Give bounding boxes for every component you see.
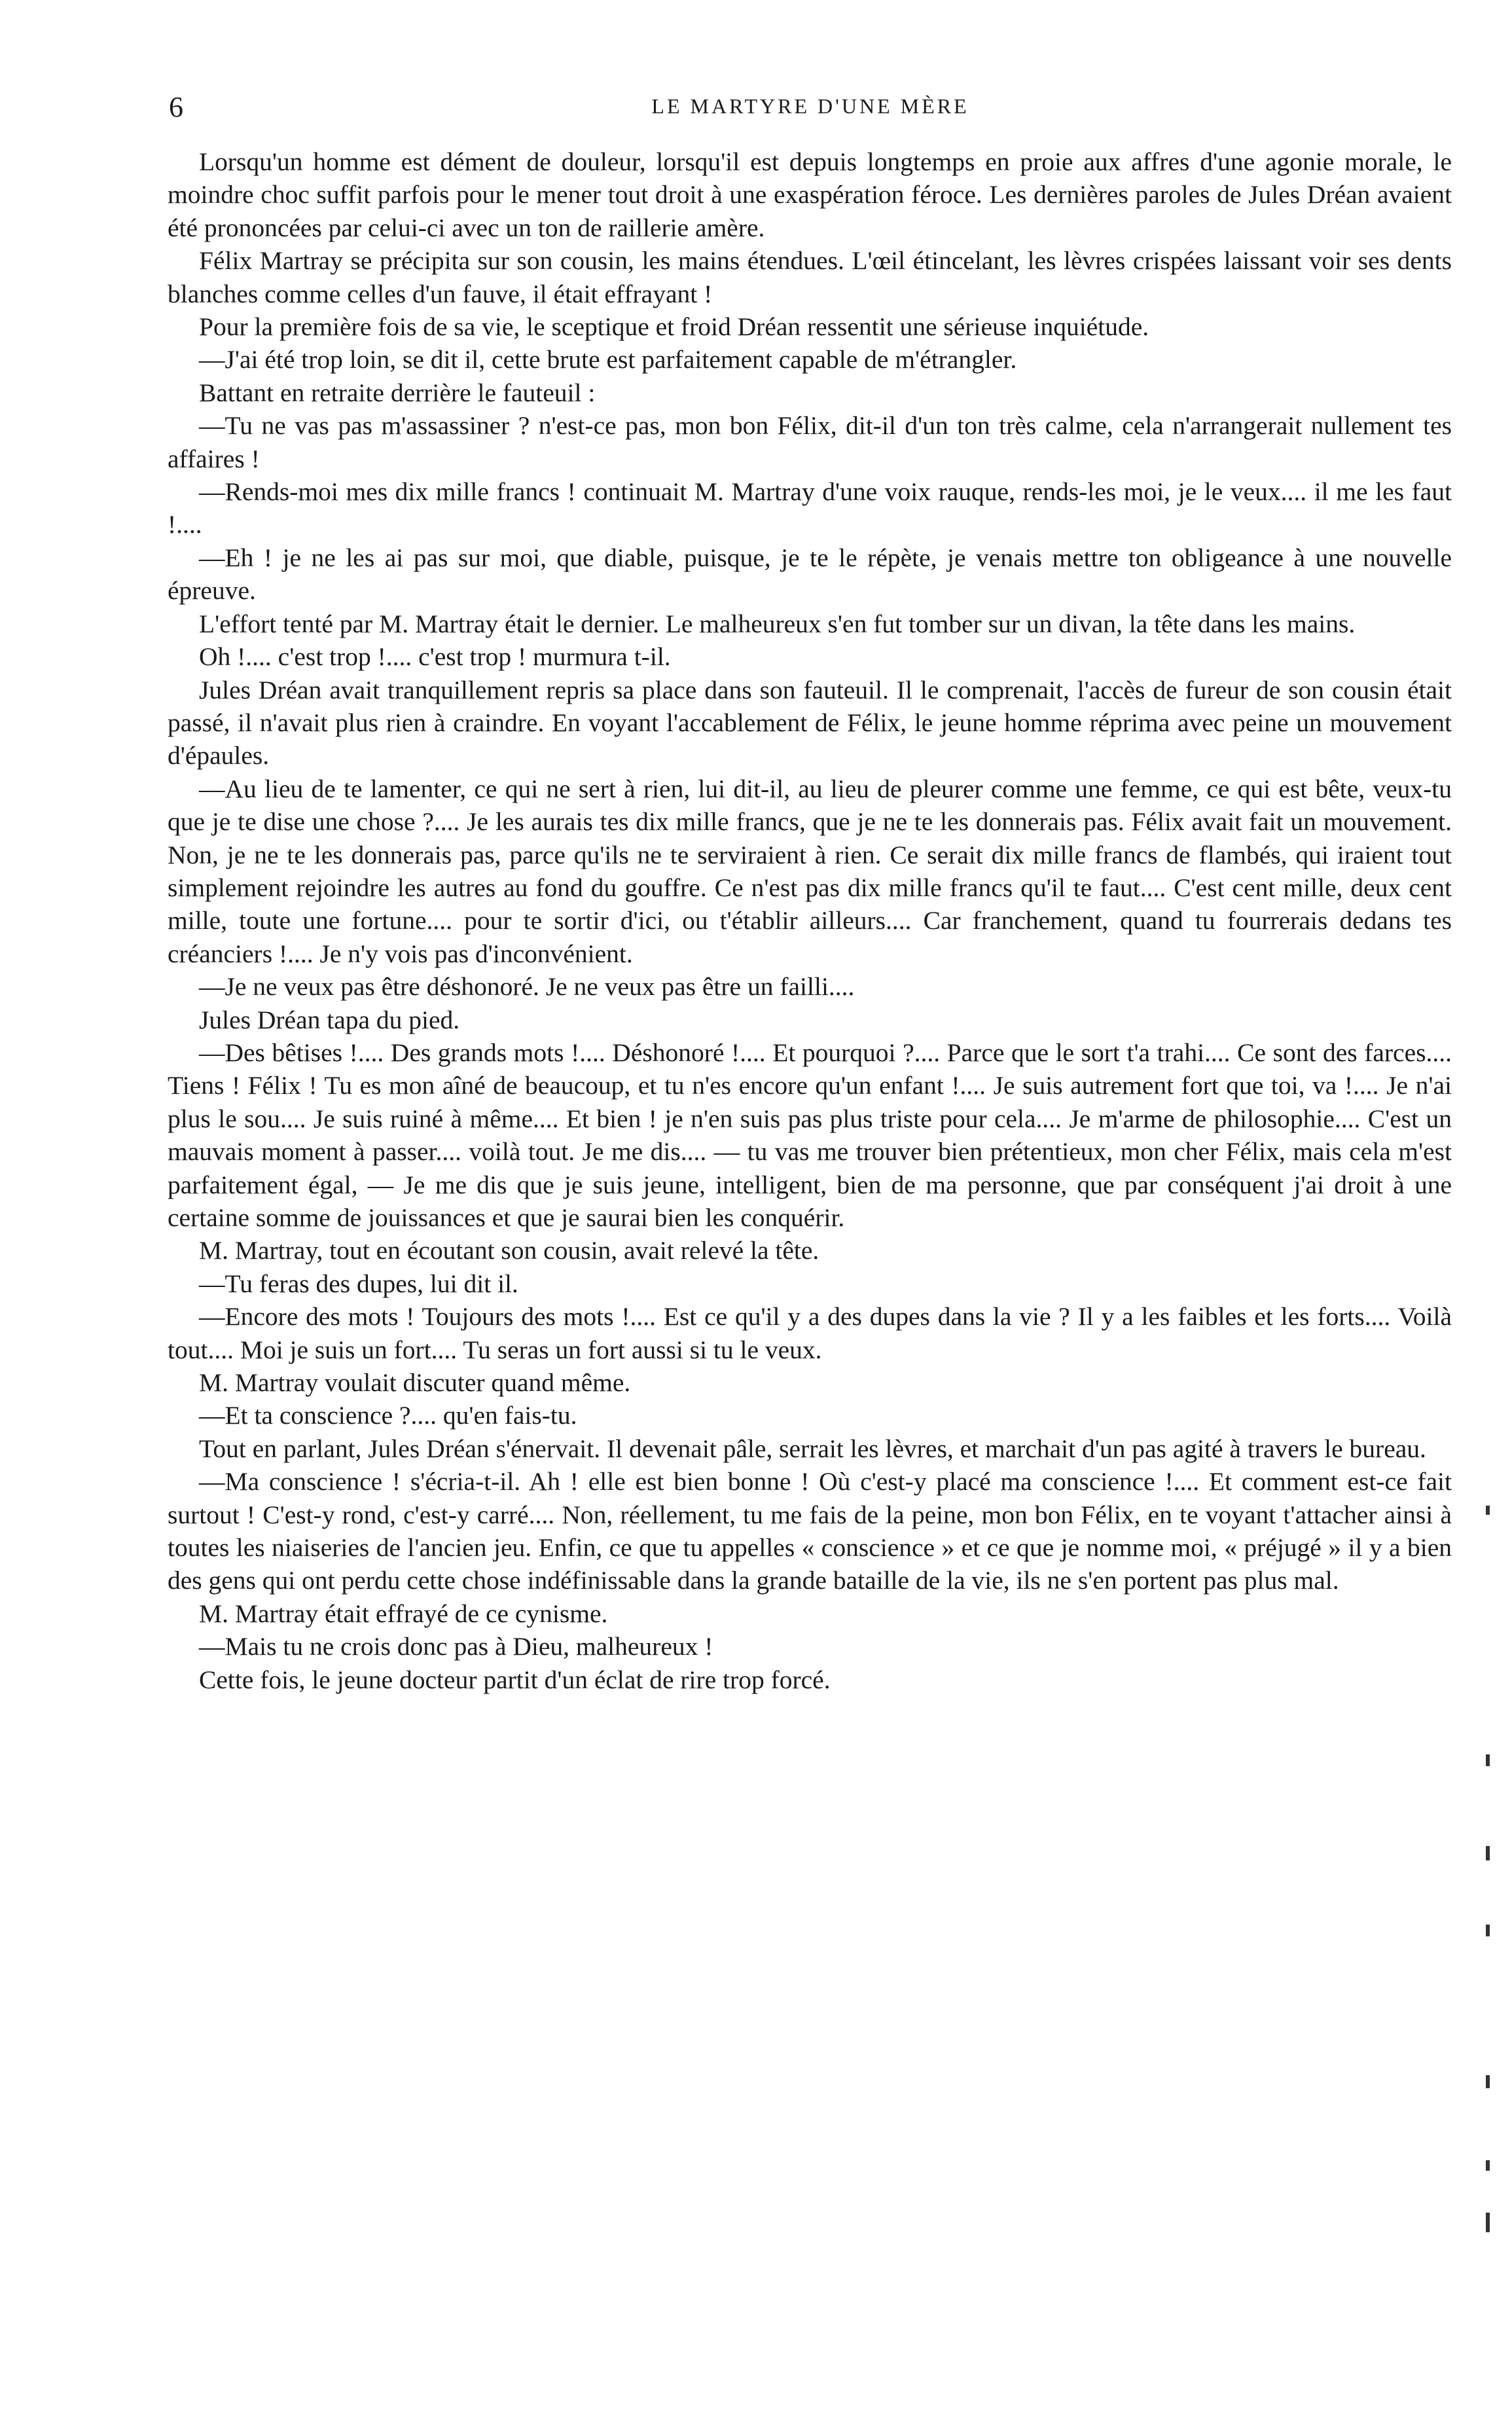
scan-mark [1486, 1846, 1490, 1860]
paragraph: Jules Dréan avait tranquillement repris sa place dans son fauteuil. Il le comprenait, l'accès de fureur de son cousin était passé, il n'avait plus rien à craindre. En voyant l'accablement de Félix, le jeune homme réprima avec peine un mouvement d'épaules. [168, 675, 1452, 770]
paragraph: —Mais tu ne crois donc pas à Dieu, malheureux ! [199, 1632, 713, 1661]
scan-mark [1486, 1506, 1490, 1515]
paragraph: L'effort tenté par M. Martray était le dernier. Le malheureux s'en fut tomber sur un divan, la tête dans les mains. [199, 609, 1356, 638]
scan-mark [1486, 2075, 1490, 2088]
paragraph: —Des bêtises !.... Des grands mots !.... Déshonoré !.... Et pourquoi ?.... Parce que le sort t'a trahi.... Ce sont des farces.... Tiens ! Félix ! Tu es mon aîné de beaucoup, et tu n'es encore qu'un enfant !.... Je suis autrement fort que toi, va !.... Je n'ai plus le sou.... Je suis ruiné à même.... Et bien ! je n'en suis pas plus triste pour cela.... Je m'arme de philosophie.... C'est un mauvais moment à passer.... voilà tout. Je me dis.... — tu vas me trouver bien prétentieux, mon cher Félix, mais cela m'est parfaitement égal, — Je me dis que je suis jeune, intelligent, bien de ma personne, que par conséquent j'ai droit à une certaine somme de jouissances et que je saurai bien les conquérir. [168, 1038, 1452, 1232]
page-header [169, 90, 1452, 130]
paragraph: Tout en parlant, Jules Dréan s'énervait. Il devenait pâle, serrait les lèvres, et marchait d'un pas agité à travers le bureau. [199, 1434, 1426, 1463]
paragraph: —Ma conscience ! s'écria-t-il. Ah ! elle est bien bonne ! Où c'est-y placé ma conscience !.... Et comment est-ce fait surtout ! C'est-y rond, c'est-y carré.... Non, réellement, tu me fais de la peine, mon bon Félix, en te voyant t'attacher ainsi à toutes les niaiseries de l'ancien jeu. Enfin, ce que tu appelles « conscience » et ce que je nomme moi, « préjugé » il y a bien des gens qui ont perdu cette chose indéfinissable dans la grande bataille de la vie, ils ne s'en portent pas plus mal. [168, 1467, 1452, 1595]
paragraph: Cette fois, le jeune docteur partit d'un éclat de rire trop forcé. [199, 1665, 831, 1694]
paragraph: Battant en retraite derrière le fauteuil : [199, 378, 596, 407]
paragraph: —Rends-moi mes dix mille francs ! continuait M. Martray d'une voix rauque, rends-les moi, je le veux.... il me les faut !.... [168, 477, 1452, 539]
margin-scan-marks [1486, 1506, 1505, 2357]
paragraph: —Encore des mots ! Toujours des mots !.... Est ce qu'il y a des dupes dans la vie ? Il y a les faibles et les forts.... Voilà tout.... Moi je suis un fort.... Tu seras un fort aussi si tu le veux. [168, 1302, 1452, 1364]
scan-mark [1486, 2213, 1490, 2232]
paragraph: —Au lieu de te lamenter, ce qui ne sert à rien, lui dit-il, au lieu de pleurer comme une femme, ce qui est bête, veux-tu que je te dise une chose ?.... Je les aurais tes dix mille francs, que je ne te les donnerais pas. Félix avait fait un mouvement. Non, je ne te les donnerais pas, parce qu'ils ne te serviraient à rien. Ce serait dix mille francs de flambés, qui iraient tout simplement rejoindre les autres au fond du gouffre. Ce n'est pas dix mille francs qu'il te faut.... C'est cent mille, deux cent mille, toute une fortune.... pour te sortir d'ici, ou t'établir ailleurs.... Car franchement, quand tu fourrerais dedans tes créanciers !.... Je n'y vois pas d'inconvénient. [168, 774, 1452, 968]
paragraph: M. Martray, tout en écoutant son cousin, avait relevé la tête. [199, 1236, 819, 1265]
paragraph: Oh !.... c'est trop !.... c'est trop ! murmura t-il. [199, 642, 671, 672]
paragraph: —Tu feras des dupes, lui dit il. [199, 1269, 518, 1298]
page-number: 6 [169, 91, 183, 123]
paragraph: M. Martray voulait discuter quand même. [199, 1368, 631, 1398]
paragraph: Pour la première fois de sa vie, le sceptique et froid Dréan ressentit une sérieuse inquiétude. [199, 312, 1149, 342]
body-text [168, 145, 1452, 1696]
paragraph: —Et ta conscience ?.... qu'en fais-tu. [199, 1401, 577, 1430]
paragraph: Lorsqu'un homme est dément de douleur, lorsqu'il est depuis longtemps en proie aux affres d'une agonie morale, le moindre choc suffit parfois pour le mener tout droit à une exaspération féroce. Les dernières paroles de Jules Dréan avaient été prononcées par celui-ci avec un ton de raillerie amère. [168, 147, 1452, 242]
paragraph: Jules Dréan tapa du pied. [199, 1005, 460, 1034]
running-title: LE MARTYRE D'UNE MÈRE [651, 94, 969, 118]
paragraph: M. Martray était effrayé de ce cynisme. [199, 1599, 608, 1628]
paragraph: —Eh ! je ne les ai pas sur moi, que diable, puisque, je te le répète, je venais mettre ton obligeance à une nouvelle épreuve. [168, 543, 1452, 606]
paragraph: —J'ai été trop loin, se dit il, cette brute est parfaitement capable de m'étrangler. [199, 345, 1017, 374]
scan-mark [1486, 1754, 1490, 1766]
paragraph: —Je ne veux pas être déshonoré. Je ne veux pas être un failli.... [199, 972, 855, 1002]
paragraph: —Tu ne vas pas m'assassiner ? n'est-ce pas, mon bon Félix, dit-il d'un ton très calme, cela n'arrangerait nullement tes affaires ! [168, 411, 1452, 473]
scan-mark [1486, 2160, 1490, 2171]
scan-mark [1486, 1925, 1490, 1936]
paragraph: Félix Martray se précipita sur son cousin, les mains étendues. L'œil étincelant, les lèvres crispées laissant voir ses dents blanches comme celles d'un fauve, il était effrayant ! [168, 246, 1452, 308]
